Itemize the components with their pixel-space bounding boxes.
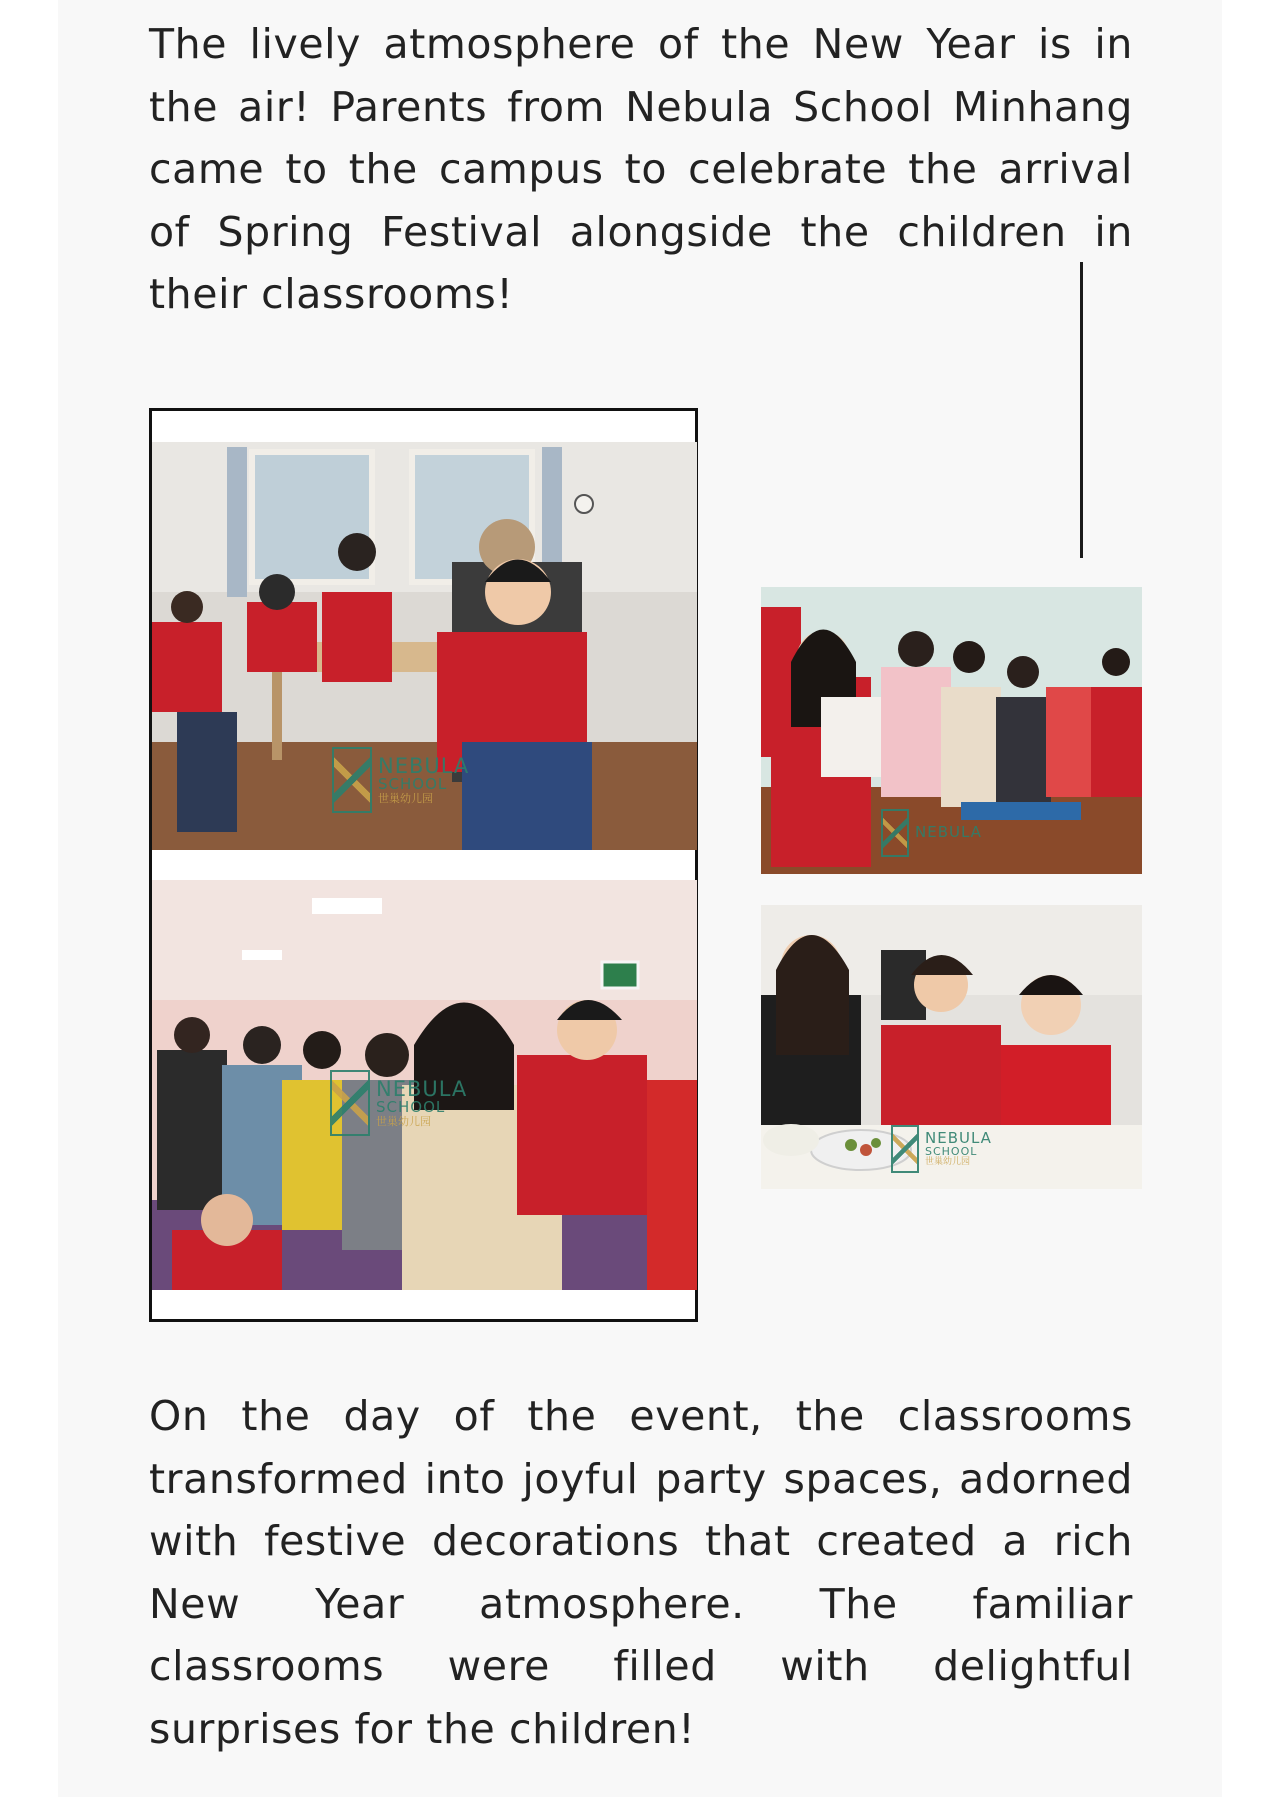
watermark-line2: SCHOOL	[376, 1098, 446, 1117]
watermark-line3: 世巢幼儿园	[376, 1115, 431, 1129]
photo4-watermark	[891, 1125, 992, 1173]
decorative-vertical-line	[1080, 262, 1083, 558]
photo3-watermark	[881, 809, 982, 857]
watermark-line1: NEBULA	[925, 1128, 992, 1147]
intro-paragraph: The lively atmosphere of the New Year is in the air! Parents from Nebula School Minhang came to the campus to celebrate the arrival of Spring Festival alongside the children in their classrooms!	[149, 20, 1133, 318]
nebula-school-logo-icon	[332, 747, 372, 813]
watermark-line1: NEBULA	[376, 1077, 468, 1102]
classroom-photo-boy-v-sign	[152, 442, 697, 850]
event-paragraph: On the day of the event, the classrooms transformed into joyful party spaces, adorned with festive decorations that created a rich New Year atmosphere. The familiar classrooms were filled with delightful surprises for the children!	[149, 1392, 1133, 1753]
photo2-watermark	[330, 1070, 467, 1136]
watermark-line3: 世巢幼儿园	[925, 1156, 971, 1167]
classroom-photo-dumpling-making	[761, 905, 1142, 1189]
nebula-school-logo-icon	[891, 1125, 919, 1173]
watermark-line1: NEBULA	[378, 754, 470, 779]
photo1-watermark	[332, 747, 469, 813]
nebula-school-logo-icon	[330, 1070, 370, 1136]
watermark-line1: NEBULA	[915, 823, 982, 842]
classroom-photo-parents-row	[761, 587, 1142, 874]
watermark-line3: 世巢幼儿园	[378, 792, 433, 806]
watermark-line2: SCHOOL	[925, 1145, 978, 1159]
classroom-photo-seated-parents	[152, 880, 697, 1290]
nebula-school-logo-icon	[881, 809, 909, 857]
watermark-line2: SCHOOL	[378, 775, 448, 794]
